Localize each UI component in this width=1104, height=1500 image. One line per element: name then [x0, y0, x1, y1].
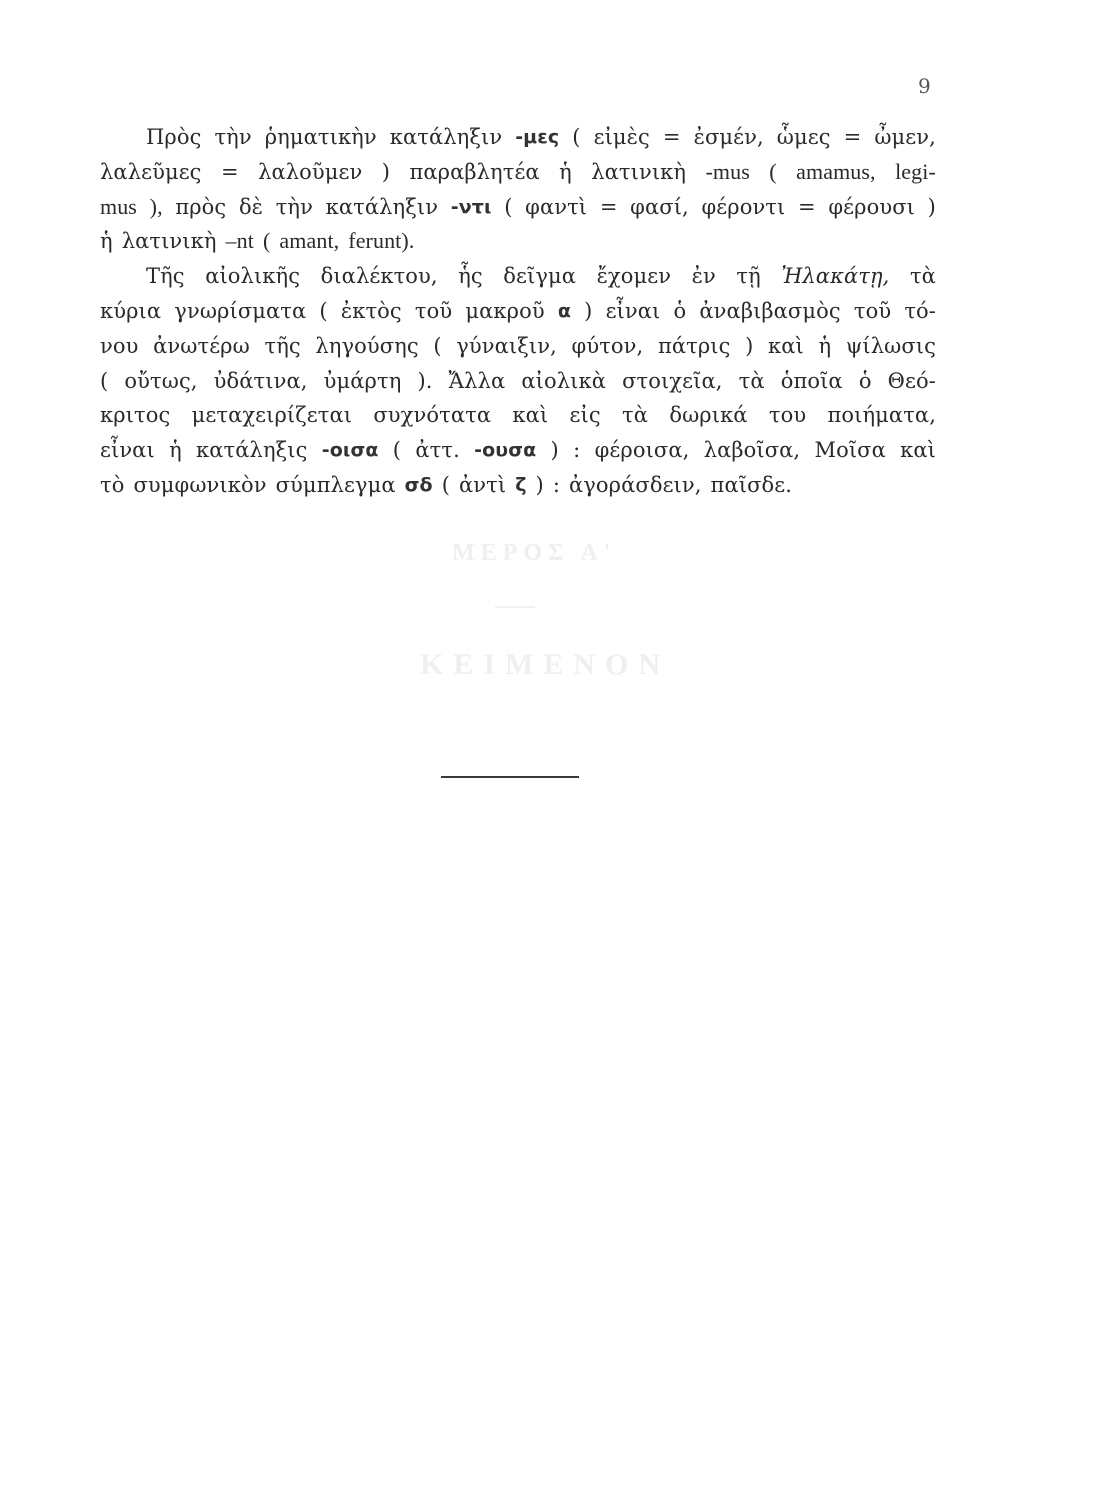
text-line [100, 468, 936, 503]
word: καὶ [512, 403, 549, 428]
word: ἀναβιβασμὸς [699, 298, 841, 323]
word: amant, [279, 228, 340, 254]
word: ὧμες [776, 125, 831, 149]
word: ἡ [818, 333, 832, 358]
word: φύτον, [571, 333, 644, 358]
word: τὴν [275, 194, 313, 219]
word: φέροντι [701, 194, 786, 219]
word: καὶ [768, 333, 804, 358]
word: μακροῦ [465, 298, 545, 323]
word: παραβλητέα [409, 159, 540, 184]
show-through-rule [495, 606, 535, 608]
text-line [100, 294, 936, 329]
word: αἰολικὰ [521, 368, 606, 393]
word: φέροισα, [594, 438, 690, 463]
word: : [573, 438, 581, 463]
word: ἧς [458, 264, 483, 289]
word: Ἠλακάτῃ, [781, 264, 890, 289]
word: = [798, 194, 816, 219]
word: καὶ [900, 438, 936, 463]
word: δωρικά [669, 403, 748, 428]
text-line [100, 224, 936, 259]
word: ὐμάρτη [323, 368, 402, 393]
word: -οισα [321, 439, 379, 462]
word: -mus [705, 158, 750, 184]
word: Θεό- [887, 368, 936, 393]
word: ( [100, 368, 109, 393]
word: κατάληξις [196, 438, 308, 463]
word: δεῖγμα [503, 264, 577, 289]
word: Ἄλλα [448, 368, 506, 393]
word: του [768, 403, 807, 428]
word: νου [100, 333, 139, 358]
word: ἔχομεν [596, 264, 672, 289]
page-number: 9 [918, 74, 931, 98]
word: ἀνωτέρω [153, 333, 250, 358]
word: ( [392, 438, 402, 463]
word: τῆς [264, 333, 301, 358]
word: κατάληξιν [389, 125, 503, 149]
word: ἡ [559, 159, 572, 184]
word: ), [149, 193, 163, 219]
text-line [100, 120, 936, 155]
word: εἶναι [100, 438, 155, 463]
word: = [662, 125, 681, 149]
word: συχνότατα [373, 403, 492, 428]
show-through-title: ΚΕΙΜΕΝΟΝ [420, 648, 671, 681]
word: Πρὸς [146, 125, 202, 149]
word: λαβοῖσα, [703, 438, 801, 463]
word: γύναιξιν, [456, 333, 557, 358]
word: τὰ [738, 368, 765, 393]
word: λατινικὴ [121, 229, 217, 254]
word: ἐκτὸς [340, 298, 402, 323]
word: ) [584, 298, 593, 323]
word: ( [262, 228, 271, 254]
text-line [100, 190, 936, 225]
word: ῥηματικὴν [264, 125, 377, 149]
word: ) [550, 438, 559, 463]
word: κριτος [100, 403, 171, 428]
body-text [100, 120, 936, 503]
word: φασί, [630, 194, 689, 219]
word: αἰολικῆς [205, 264, 301, 289]
word: = [599, 194, 618, 219]
word: ἀγοράσδειν, [569, 472, 702, 497]
word: σδ [404, 473, 433, 496]
text-line [100, 364, 936, 399]
word: συμφωνικὸν [133, 472, 267, 497]
word: φέρουσι [828, 194, 915, 219]
word: λαλεῦμες [100, 159, 202, 184]
word: τῇ [736, 264, 761, 289]
word: λαλοῦμεν [258, 159, 363, 184]
word: ψίλωσις [845, 333, 936, 358]
word: ἡ [169, 438, 182, 463]
word: δὲ [238, 194, 264, 219]
word: –nt [225, 228, 254, 254]
word: -ντι [450, 195, 492, 218]
word: τὰ [909, 264, 936, 289]
word: ὐδάτινα, [213, 368, 308, 393]
word: mus [100, 193, 137, 219]
word: Τῆς [146, 264, 185, 289]
word: τὸ [100, 472, 125, 497]
word: ( [504, 194, 513, 219]
show-through-heading: ΜΕΡΟΣ Α' [452, 540, 617, 566]
text-line [100, 259, 936, 294]
word: κατάληξιν [325, 194, 439, 219]
word: εἰς [569, 403, 601, 428]
word: φαντὶ [525, 194, 588, 219]
word: amamus, [796, 158, 876, 184]
word: ληγούσης [315, 333, 419, 358]
word: εἶναι [605, 298, 661, 323]
word: ὁποῖα [780, 368, 843, 393]
word: τοῦ [853, 298, 892, 323]
footer-rule [441, 776, 579, 778]
text-line [100, 433, 936, 468]
text-line [100, 398, 936, 433]
word: = [220, 159, 239, 184]
word: ) [927, 194, 936, 219]
word: στοιχεῖα, [622, 368, 723, 393]
word: ζ [515, 473, 527, 496]
word: ) [745, 333, 754, 358]
word: ( [441, 472, 450, 497]
word: οὔτως, [124, 368, 198, 393]
word: τὴν [214, 125, 252, 149]
text-line [100, 155, 936, 190]
word: σύμπλεγμα [275, 472, 396, 497]
word: διαλέκτου, [320, 264, 438, 289]
word: ἀττ. [415, 438, 460, 463]
word: ( [433, 333, 442, 358]
word: πρὸς [175, 194, 227, 219]
word: τό- [904, 298, 936, 323]
word: : [552, 472, 560, 497]
word: γνωρίσματα [174, 298, 307, 323]
word: ἡ [100, 229, 113, 254]
word: ἀντὶ [458, 472, 507, 497]
word: ( [769, 158, 777, 184]
word: ἐν [691, 264, 716, 289]
word: -μες [515, 126, 560, 148]
word: ποιήματα, [827, 403, 936, 428]
word: ( [319, 298, 328, 323]
word: πάτρις [657, 333, 731, 358]
word: = [843, 125, 862, 149]
word: ) [381, 159, 391, 184]
word: ὦμεν, [874, 125, 936, 149]
word: legi- [895, 158, 936, 184]
word: λατινικὴ [591, 159, 687, 184]
word: -ουσα [474, 439, 537, 462]
word: τὰ [622, 403, 649, 428]
word: εἰμὲς [593, 125, 650, 149]
word: ἐσμέν, [693, 125, 764, 149]
text-line [100, 329, 936, 364]
word: μεταχειρίζεται [191, 403, 353, 428]
word: ) [535, 472, 544, 497]
word: α [557, 299, 571, 322]
word: ferunt). [348, 228, 415, 254]
word: κύρια [100, 298, 162, 323]
word: ). [417, 368, 433, 393]
word: τοῦ [414, 298, 453, 323]
word: ὁ [858, 368, 872, 393]
word: παῖσδε. [710, 472, 792, 497]
word: Μοῖσα [814, 438, 886, 463]
word: ( [572, 125, 581, 149]
word: ὁ [673, 298, 687, 323]
